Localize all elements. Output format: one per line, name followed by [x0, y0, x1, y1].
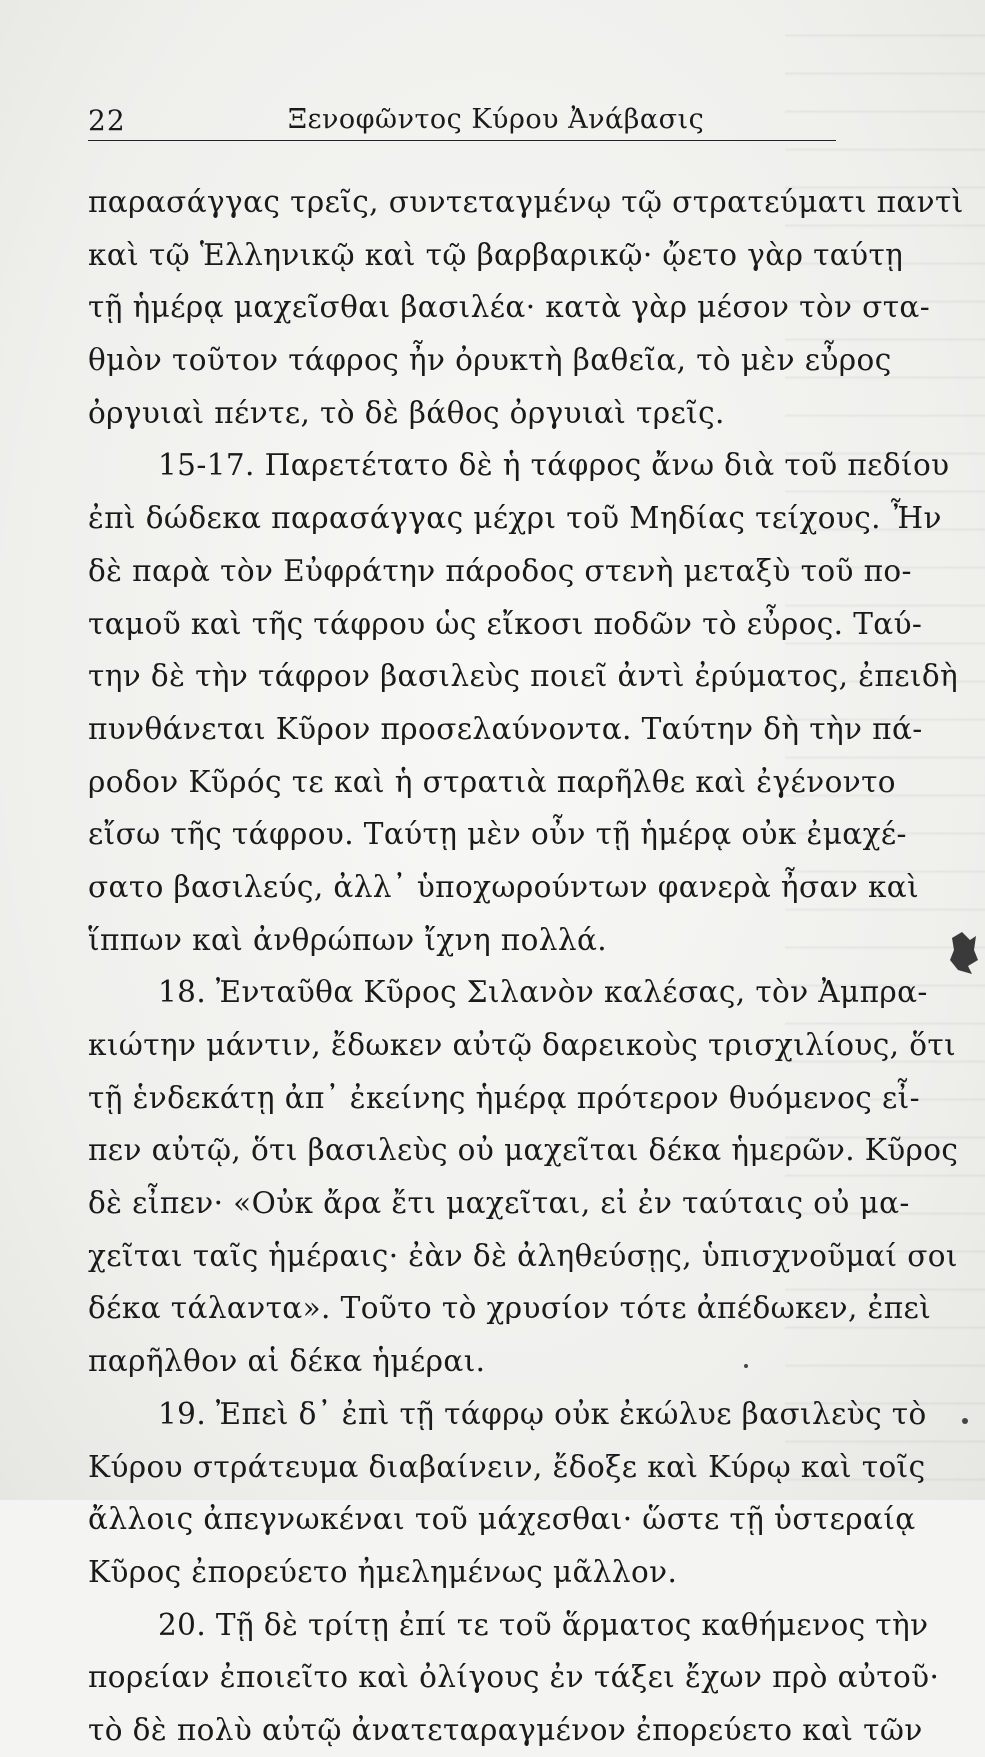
- page-tear-mark: [948, 930, 978, 976]
- text-line: εἴσω τῆς τάφρου. Ταύτῃ μὲν οὖν τῇ ἡμέρᾳ οὐκ ἐμαχέ-: [88, 817, 907, 852]
- text-line: Κῦρος ἐπορεύετο ἠμελημένως μᾶλλον.: [88, 1554, 678, 1589]
- page-number: 22: [88, 104, 126, 137]
- text-line: 18. Ἐνταῦθα Κῦρος Σιλανὸν καλέσας, τὸν Ἀμπρα-: [158, 975, 928, 1010]
- text-line: τῇ ἡμέρᾳ μαχεῖσθαι βασιλέα· κατὰ γὰρ μέσον τὸν στα-: [88, 290, 931, 325]
- text-line: 20. Τῇ δὲ τρίτῃ ἐπί τε τοῦ ἅρματος καθήμενος τὴν: [158, 1607, 929, 1642]
- text-line: πορείαν ἐποιεῖτο καὶ ὀλίγους ἐν τάξει ἔχων πρὸ αὐτοῦ·: [88, 1660, 940, 1695]
- text-line: καὶ τῷ Ἑλληνικῷ καὶ τῷ βαρβαρικῷ· ᾤετο γὰρ ταύτῃ: [88, 237, 904, 272]
- text-line: Κύρου στράτευμα διαβαίνειν, ἔδοξε καὶ Κύρῳ καὶ τοῖς: [88, 1449, 926, 1484]
- text-line: ἐπὶ δώδεκα παρασάγγας μέχρι τοῦ Μηδίας τείχους. Ἦν: [88, 501, 942, 536]
- text-line: κιώτην μάντιν, ἔδωκεν αὐτῷ δαρεικοὺς τρισχιλίους, ὅτι: [88, 1028, 957, 1062]
- text-line: θμὸν τοῦτον τάφρος ἦν ὀρυκτὴ βαθεῖα, τὸ μὲν εὖρος: [88, 343, 892, 378]
- text-line: τῇ ἑνδεκάτῃ ἀπ᾽ ἐκείνης ἡμέρᾳ πρότερον θυόμενος εἶ-: [88, 1080, 920, 1115]
- text-line: πυνθάνεται Κῦρον προσελαύνοντα. Ταύτην δὴ τὴν πά-: [88, 711, 923, 746]
- text-line: τὸ δὲ πολὺ αὐτῷ ἀνατεταραγμένον ἐπορεύετο καὶ τῶν: [88, 1712, 923, 1747]
- text-line: δέκα τάλαντα». Τοῦτο τὸ χρυσίον τότε ἀπέδωκεν, ἐπεὶ: [88, 1291, 932, 1326]
- text-line: ὀργυιαὶ πέντε, τὸ δὲ βάθος ὀργυιαὶ τρεῖς.: [88, 395, 725, 430]
- text-line: 15-17. Παρετέτατο δὲ ἡ τάφρος ἄνω διὰ τοῦ πεδίου: [158, 448, 950, 483]
- text-line: ἄλλοις ἀπεγνωκέναι τοῦ μάχεσθαι· ὥστε τῇ ὑστεραίᾳ: [88, 1502, 916, 1537]
- text-line: την δὲ τὴν τάφρον βασιλεὺς ποιεῖ ἀντὶ ἐρύματος, ἐπειδὴ: [88, 659, 959, 694]
- text-line: πεν αὐτῷ, ὅτι βασιλεὺς οὐ μαχεῖται δέκα ἡμερῶν. Κῦρος: [88, 1133, 959, 1168]
- text-line: ἵππων καὶ ἀνθρώπων ἴχνη πολλά.: [88, 922, 608, 957]
- text-line: 19. Ἐπεὶ δ᾽ ἐπὶ τῇ τάφρῳ οὐκ ἐκώλυε βασιλεὺς τὸ: [158, 1396, 927, 1431]
- ink-speck: [744, 1364, 748, 1368]
- text-line: δὲ παρὰ τὸν Εὐφράτην πάροδος στενὴ μεταξὺ τοῦ πο-: [88, 553, 912, 588]
- body-text: [88, 176, 964, 1757]
- ink-speck: [962, 1418, 968, 1424]
- text-line: χεῖται ταῖς ἡμέραις· ἐὰν δὲ ἀληθεύσῃς, ὑπισχνοῦμαί σοι: [88, 1238, 958, 1273]
- page-header: [88, 100, 836, 141]
- text-line: παρασάγγας τρεῖς, συντεταγμένῳ τῷ στρατεύματι παντὶ: [88, 185, 964, 219]
- text-line: ροδον Κῦρός τε καὶ ἡ στρατιὰ παρῆλθε καὶ ἐγένοντο: [88, 764, 896, 799]
- running-title: Ξενοφῶντος Κύρου Ἀνάβασις: [288, 104, 705, 135]
- text-line: δὲ εἶπεν· «Οὐκ ἄρα ἔτι μαχεῖται, εἰ ἐν ταύταις οὐ μα-: [88, 1186, 910, 1221]
- text-line: ταμοῦ καὶ τῆς τάφρου ὡς εἴκοσι ποδῶν τὸ εὖρος. Ταύ-: [88, 606, 923, 641]
- text-line: σατο βασιλεύς, ἀλλ᾽ ὑποχωρούντων φανερὰ ἦσαν καὶ: [88, 869, 920, 904]
- text-line: παρῆλθον αἱ δέκα ἡμέραι.: [88, 1344, 486, 1379]
